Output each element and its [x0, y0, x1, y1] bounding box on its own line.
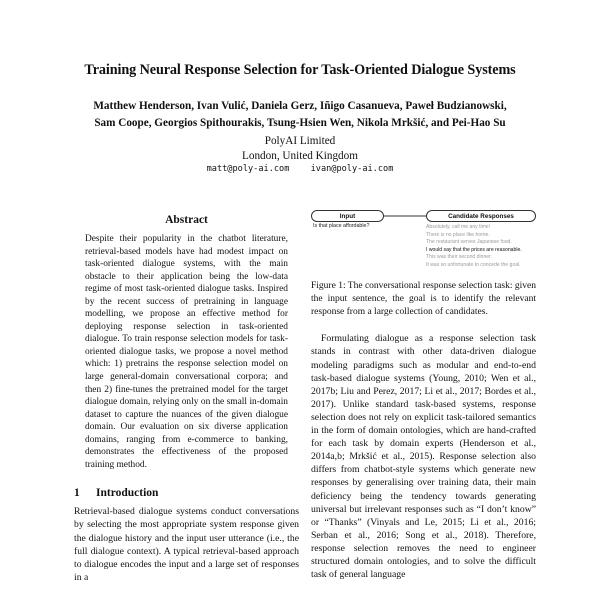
affiliation-block — [0, 134, 600, 164]
paper-title: Training Neural Response Selection for Task-Oriented Dialogue Systems — [84, 62, 516, 78]
candidate-item: This was their second dinner. — [426, 254, 492, 261]
abstract-body — [74, 233, 299, 471]
right-body-text: Formulating dialogue as a response selection task stands in contrast with other data-driven dialogue modeling paradigms such as modular and end-to-end task-based dialogue systems (Young, 2010; Wen et al., 2017b; Liu and Perez, 2017; Li et al., 2017; Bordes et al., 2017). Unlike standard task-based systems, response selection does not rely on explicit task-tailored semantics in the form of domain ontologies, which are hand-crafted for each task by domain experts (Henderson et al., 2014a,b; Mrkšić et al., 2015). Response selection also differs from chatbot-style systems which generate new responses by generalising over training data, their main deficiency being the tendency towards generating universal but irrelevant responses such as “I don’t know” or “Thanks” (Vinyals and Le, 2015; Li et al., 2016; Serban et al., 2016; Song et al., 2018). Therefore, response selection removes the need to engineer structured domain ontologies, and to solve the difficult task of general language — [311, 333, 536, 581]
candidate-item: The restaurant serves Japanese food. — [426, 239, 512, 246]
arrow-icon — [384, 215, 426, 217]
authors-line-1: Matthew Henderson, Ivan Vulić, Daniela Gerz, Iñigo Casanueva, Paweł Budzianowski, — [93, 100, 507, 112]
authors-line-2: Sam Coope, Georgios Spithourakis, Tsung-Hsien Wen, Nikola Mrkšić, and Pei-Hao Su — [94, 117, 506, 129]
figure-caption — [311, 280, 536, 318]
intro-body — [74, 505, 299, 584]
intro-text: Retrieval-based dialogue systems conduct conversations by selecting the most appropriate system response given the dialogue history and the input user utterance (i.e., the full dialogue context). A typical retrieval-based approach to dialogue encodes the input and a large set of responses in a — [74, 506, 299, 583]
email-2[interactable]: ivan@poly-ai.com — [310, 164, 394, 174]
candidates-box: Candidate Responses — [426, 210, 536, 222]
candidate-item: There is no place like home. — [426, 231, 490, 238]
left-column — [74, 214, 299, 584]
candidate-item: It was so unfortunate to concede the goal. — [426, 261, 521, 268]
abstract-heading: Abstract — [165, 214, 208, 226]
author-list — [40, 98, 560, 132]
input-utterance: Is that place affordable? — [313, 223, 370, 229]
section-title: Introduction — [96, 487, 159, 500]
abstract-text: Despite their popularity in the chatbot literature, retrieval-based models have had modest impact on task-oriented dialogue systems, with the main obstacle to their application being the low-data regime of most task-oriented dialogue tasks. Inspired by the recent success of pretraining in language modelling, we propose an effective method for deploying response selection in task-oriented dialogue. To train response selection models for task-oriented dialogue tasks, we propose a novel method which: 1) pretrains the response selection model on large general-domain conversational corpora; and then 2) fine-tunes the pretrained model for the target dialogue domain, relying only on the small in-domain dataset to capture the nuances of the given dialogue domain. Our evaluation on six diverse application domains, ranging from e-commerce to banking, demonstrates the effectiveness of the proposed training method. — [85, 234, 288, 470]
email-line — [0, 164, 600, 174]
right-body — [311, 332, 536, 581]
email-1[interactable]: matt@poly-ai.com — [206, 164, 290, 174]
figure-1 — [311, 210, 536, 280]
candidate-item: Absolutely, call me any time! — [426, 224, 491, 230]
location: London, United Kingdom — [242, 150, 358, 162]
caption-text: Figure 1: The conversational response selection task: given the input sentence, the goal is to identify the relevant response from a large collection of candidates. — [311, 281, 536, 317]
affiliation: PolyAI Limited — [264, 135, 336, 147]
section-heading — [74, 487, 299, 499]
section-number: 1 — [74, 487, 80, 500]
right-column — [311, 210, 536, 581]
input-box: Input — [311, 210, 384, 222]
candidate-list — [426, 224, 538, 270]
candidate-item-selected: I would say that the prices are reasonable. — [426, 246, 522, 253]
